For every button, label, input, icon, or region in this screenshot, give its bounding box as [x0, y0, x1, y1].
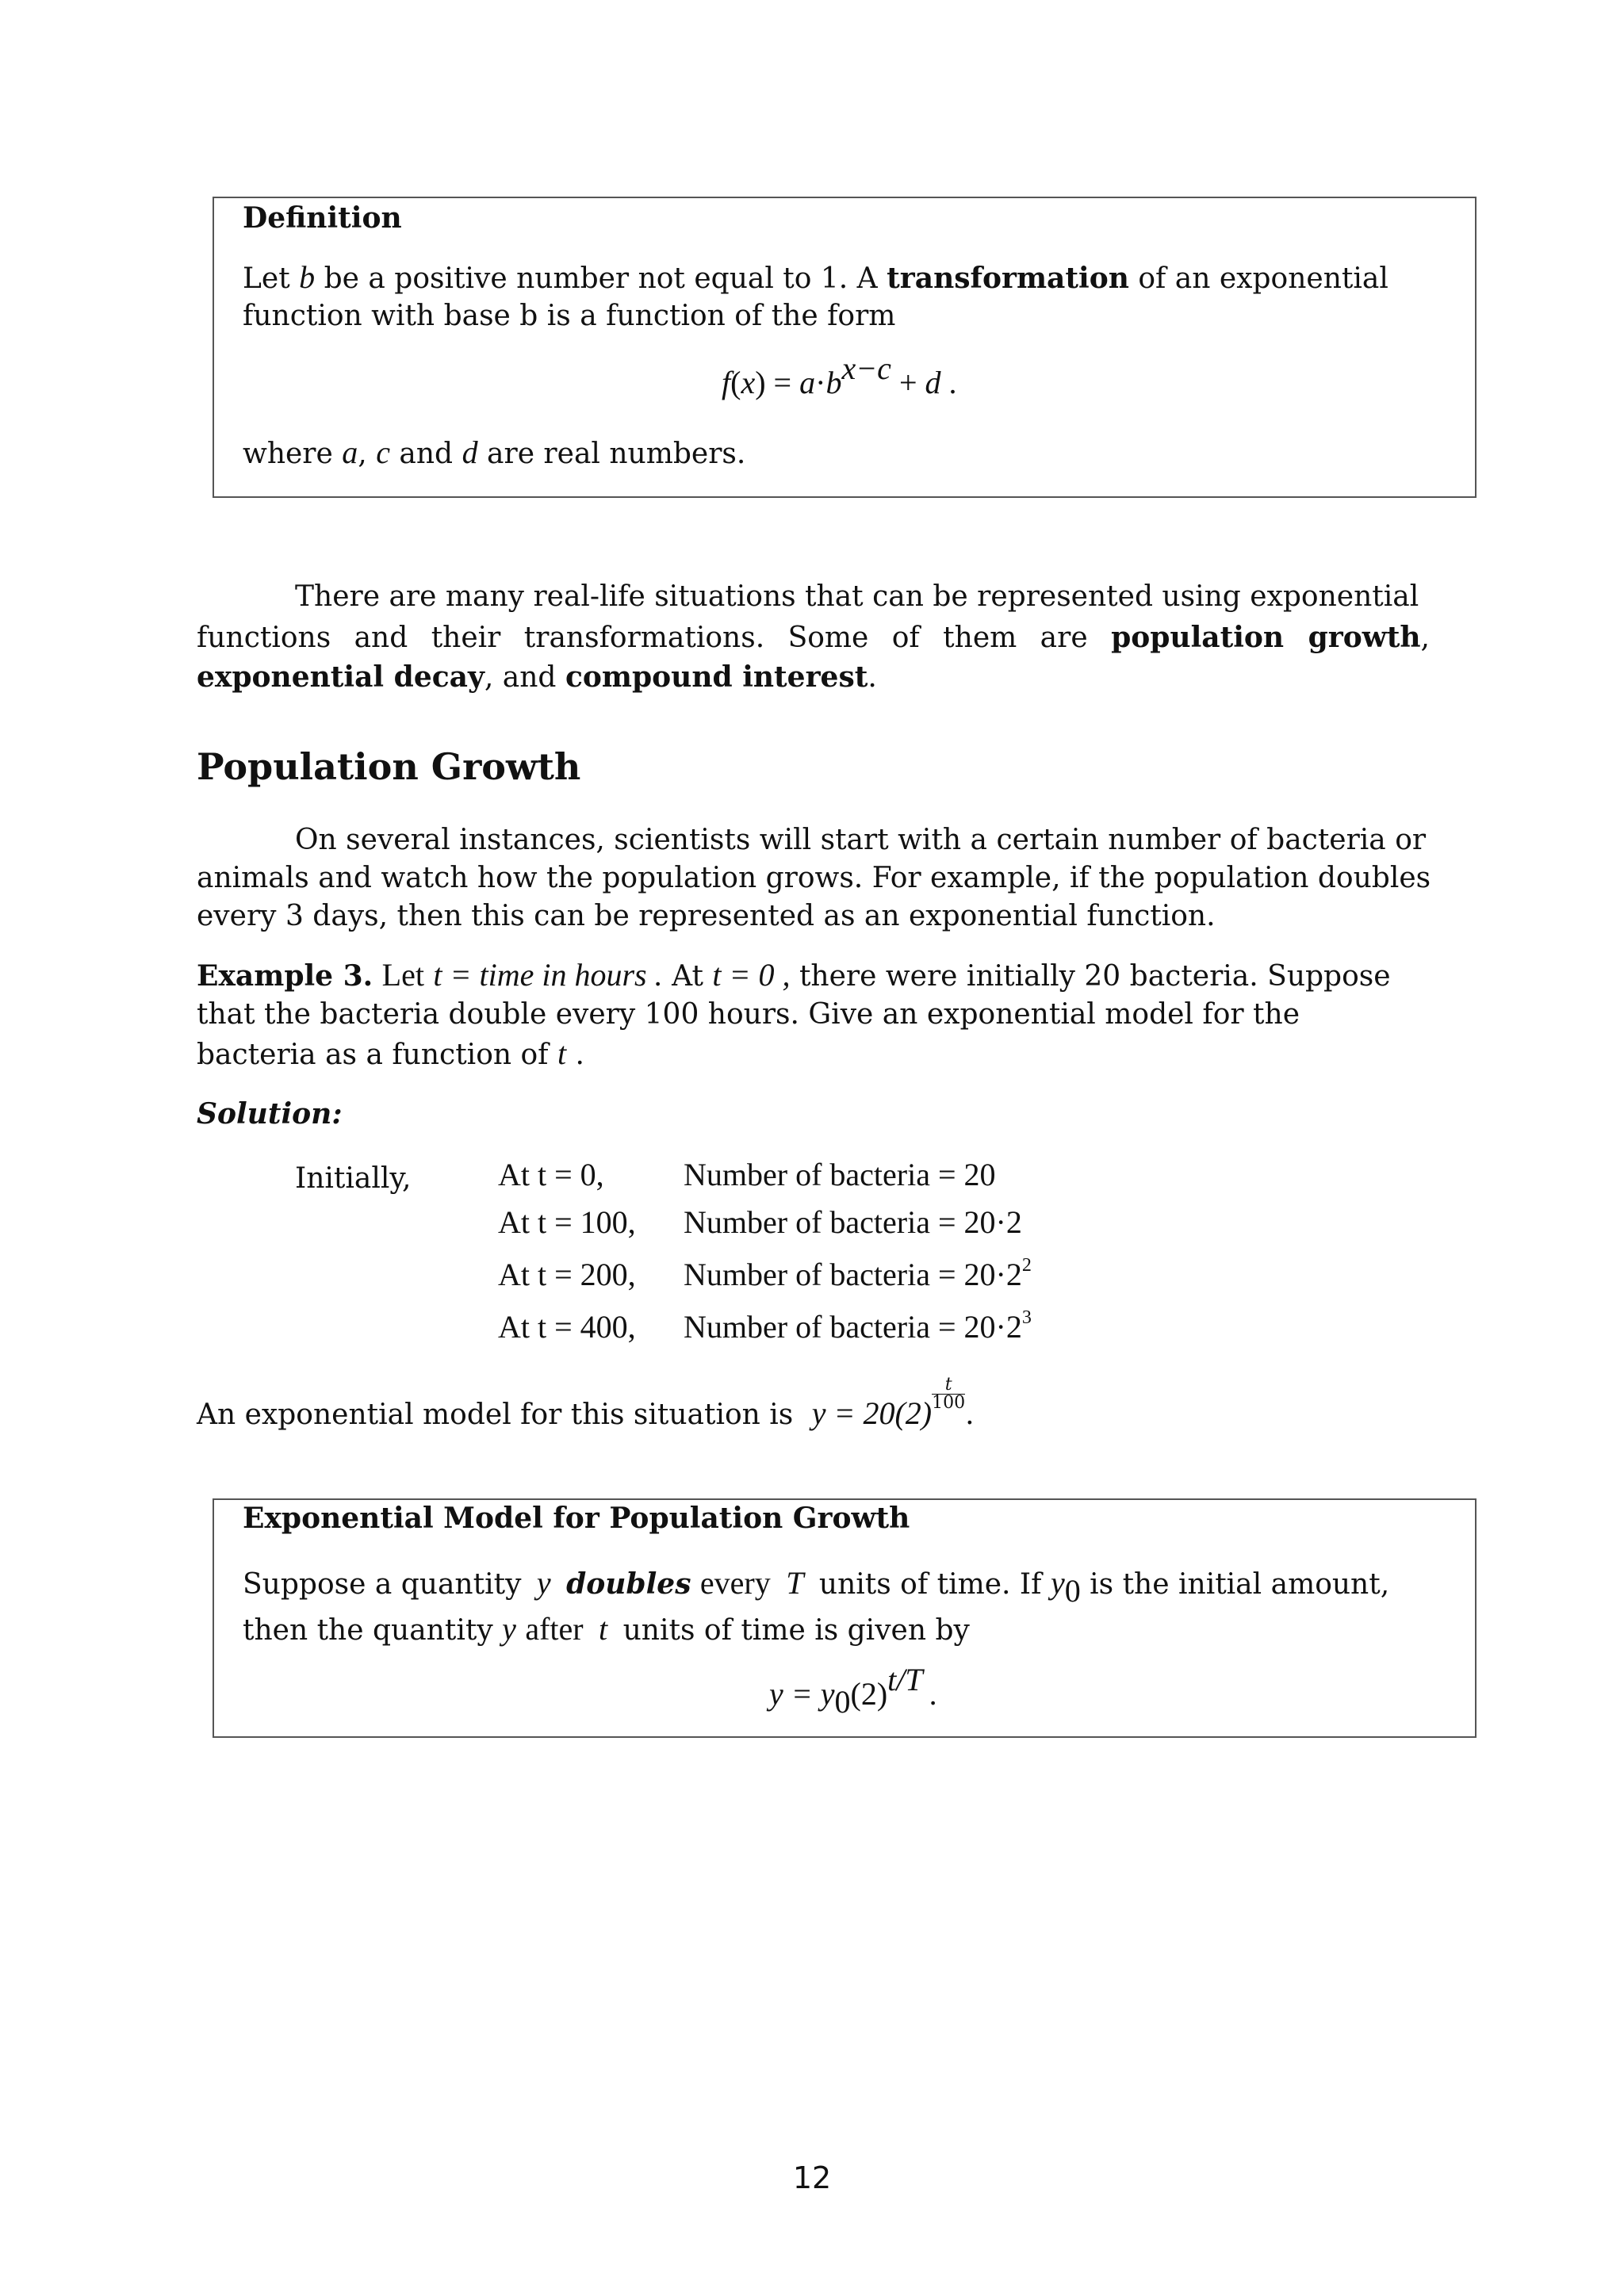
example-line-3: bacteria as a function of t . [197, 1035, 584, 1071]
definition-title: Definition [243, 201, 402, 235]
example-line-1: Example 3. Let t = time in hours . At t = 0 , there were initially 20 bacteria. Suppose [197, 957, 1391, 993]
definition-box [213, 197, 1477, 498]
solution-row-3-at: At t = 200, [498, 1257, 636, 1292]
example-line-2: that the bacteria double every 100 hours. Give an exponential model for the [197, 998, 1300, 1031]
intro-line-1: There are many real-life situations that can be represented using exponential [295, 580, 1419, 613]
initially-label: Initially, [295, 1162, 412, 1195]
intro-line-2: functions and their transformations. Some of them are population growth, [197, 621, 1430, 654]
definition-formula: $f(x) = a\cdot b^{x-c} + d$ . [722, 350, 957, 400]
model-box-formula: $y = y_0(2)^{t/T}$ . [769, 1662, 937, 1720]
model-box-title: Exponential Model for Population Growth [243, 1502, 910, 1535]
model-box-line-2: then the quantity y after t units of time is given by [243, 1611, 970, 1647]
solution-label: Solution: [197, 1097, 343, 1131]
model-formula: y = 20(2) [811, 1395, 933, 1431]
model-box-line-1: Suppose a quantity y doubles every T units of time. If $y_0$ is the initial amount, [243, 1565, 1390, 1609]
solution-row-3-count: Number of bacteria = $20\cdot 2^2$ [684, 1255, 1032, 1292]
example-label: Example 3. [197, 959, 373, 993]
page-number: 12 [792, 2160, 832, 2195]
solution-row-4-count: Number of bacteria = $20\cdot 2^3$ [684, 1307, 1032, 1345]
definition-line-1: Let b be a positive number not equal to 1. A transformation of an exponential [243, 259, 1388, 295]
model-box [213, 1498, 1477, 1738]
section-p1-line-2: animals and watch how the population grows. For example, if the population doubles [197, 862, 1431, 894]
solution-row-4-at: At t = 400, [498, 1309, 636, 1345]
intro-line-3: exponential decay, and compound interest. [197, 660, 877, 694]
transformation-term: transformation [887, 262, 1129, 295]
solution-row-2-at: At t = 100, [498, 1204, 636, 1240]
definition-line-2: function with base b is a function of the form [243, 300, 896, 332]
solution-row-2-count: Number of bacteria = 20·2 [684, 1204, 1022, 1240]
section-p1-line-1: On several instances, scientists will start with a certain number of bacteria or [295, 824, 1427, 856]
section-heading: Population Growth [197, 745, 581, 788]
definition-where-line: where a, c and d are real numbers. [243, 434, 746, 470]
section-p1-line-3: every 3 days, then this can be represented as an exponential function. [197, 900, 1216, 932]
solution-row-1-at: At t = 0, [498, 1157, 604, 1192]
model-sentence: An exponential model for this situation is y = 20(2) $\frac{t}{100}$ . [197, 1375, 975, 1431]
solution-row-1-count: Number of bacteria = 20 [684, 1157, 996, 1192]
